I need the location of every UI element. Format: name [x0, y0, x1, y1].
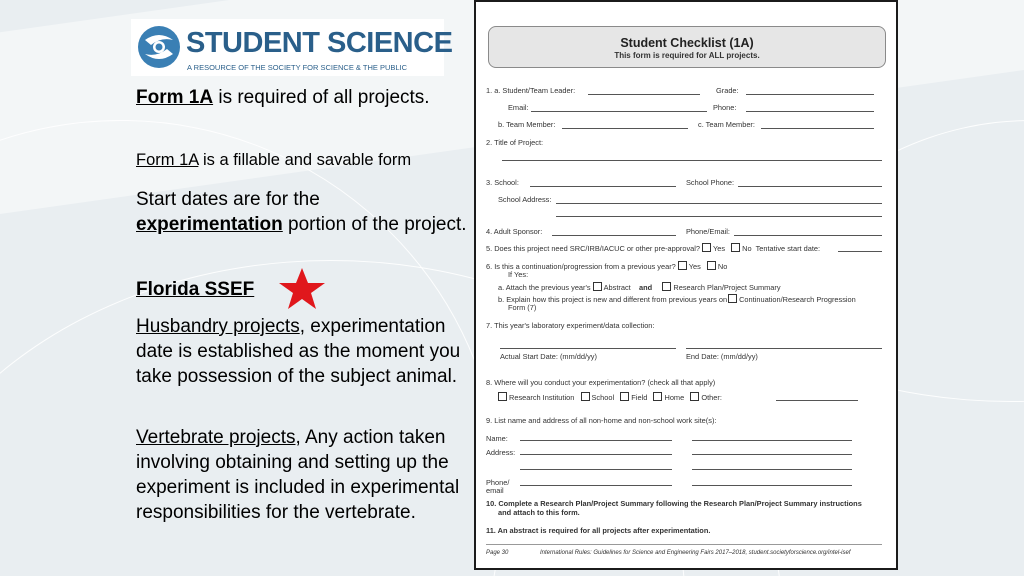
no-label: No: [742, 244, 752, 253]
research-plan-label: Research Plan/Project Summary: [673, 283, 781, 292]
abstract-label: Abstract: [603, 283, 631, 292]
point-vertebrate: [136, 425, 470, 525]
red-star-icon: [277, 267, 327, 311]
q3-label: 3. School:: [486, 178, 519, 187]
point-husbandry: [136, 314, 470, 389]
florida-ssef-heading: Florida SSEF: [136, 279, 255, 300]
q10-text: 10. Complete a Research Plan/Project Summary following the Research Plan/Project Summary instructions: [486, 499, 862, 508]
footer-text: International Rules: Guidelines for Science and Engineering Fairs 2017–2018, student.societyforscience.org/intel-isef: [540, 550, 851, 556]
q8-options: [498, 392, 722, 402]
point-text: , Any action taken involving obtaining and setting up the experiment is included in experimental responsibilities for the vertebrate.: [136, 427, 460, 523]
field-option-label: Field: [631, 393, 648, 402]
grade-label: Grade:: [716, 86, 739, 95]
q6-no-checkbox[interactable]: [707, 261, 716, 270]
school-field[interactable]: [530, 186, 676, 187]
school-address-field-2[interactable]: [556, 216, 882, 217]
footer-divider: [486, 544, 882, 545]
q1c-label: c. Team Member:: [698, 120, 755, 129]
form-1a-link-text: Form 1A: [136, 151, 199, 169]
form-subtitle: This form is required for ALL projects.: [614, 51, 760, 60]
home-checkbox[interactable]: [653, 392, 662, 401]
end-date-field[interactable]: [686, 348, 882, 349]
abstract-checkbox[interactable]: [593, 282, 602, 291]
q11-line: [486, 526, 710, 535]
research-plan-checkbox[interactable]: [662, 282, 671, 291]
title-field[interactable]: [502, 160, 882, 161]
research-institution-label: Research Institution: [509, 393, 575, 402]
q9-label: 9. List name and address of all non-home and non-school work site(s):: [486, 416, 717, 425]
site2-address-field-2[interactable]: [692, 469, 852, 470]
grade-field[interactable]: [746, 94, 874, 95]
q11-text: 11. An abstract is required for all projects after experimentation.: [486, 526, 711, 535]
q10-text-2: and attach to this form.: [498, 508, 580, 517]
form-header: [488, 26, 886, 68]
q6b-label: b. Explain how this project is new and different from previous years on: [498, 295, 728, 304]
yes-label: Yes: [713, 244, 726, 253]
site1-address-field[interactable]: [520, 454, 672, 455]
point-fillable-form: [136, 148, 470, 173]
name-label: Name:: [486, 434, 508, 443]
site1-address-field-2[interactable]: [520, 469, 672, 470]
start-date-field[interactable]: [500, 348, 676, 349]
other-option-label: Other:: [701, 393, 722, 402]
email-field[interactable]: [531, 111, 707, 112]
point-text: is a fillable and savable form: [198, 151, 412, 169]
husbandry-projects-label: Husbandry projects: [136, 316, 300, 337]
logo-tagline: A RESOURCE OF THE SOCIETY FOR SCIENCE & THE PUBLIC: [187, 63, 408, 72]
site2-address-field[interactable]: [692, 454, 852, 455]
start-date-label: Actual Start Date: (mm/dd/yy): [500, 352, 597, 361]
leader-field[interactable]: [588, 94, 700, 95]
phone-field[interactable]: [746, 111, 874, 112]
q10-line2: [498, 508, 580, 517]
no-label: No: [717, 262, 728, 271]
point-form-required: [136, 85, 470, 110]
address-label: Address:: [486, 448, 516, 457]
student-science-logo: [131, 19, 453, 76]
q10-line1: [486, 499, 862, 508]
q6a-row: [498, 282, 781, 292]
sponsor-phone-field[interactable]: [734, 235, 882, 236]
q1a-label: 1. a. Student/Team Leader:: [486, 86, 576, 95]
logo-title: STUDENT SCIENCE: [186, 27, 453, 59]
q7-label: 7. This year's laboratory experiment/data collection:: [486, 321, 655, 330]
phone-email-label-1: Phone/: [486, 478, 510, 487]
q6a-label: a. Attach the previous year's: [498, 283, 591, 292]
school-phone-label: School Phone:: [686, 178, 735, 187]
other-checkbox[interactable]: [690, 392, 699, 401]
member-b-field[interactable]: [562, 128, 688, 129]
experimentation-emphasis: experimentation: [136, 214, 283, 235]
school-phone-field[interactable]: [738, 186, 882, 187]
q5-no-checkbox[interactable]: [731, 243, 740, 252]
school-option-label: School: [591, 393, 615, 402]
school-address-label: School Address:: [498, 195, 552, 204]
school-checkbox[interactable]: [581, 392, 590, 401]
research-institution-checkbox[interactable]: [498, 392, 507, 401]
end-date-label: End Date: (mm/dd/yy): [686, 352, 758, 361]
point-start-dates: [136, 187, 470, 237]
site2-phone-field[interactable]: [692, 485, 852, 486]
q8-label: 8. Where will you conduct your experimentation? (check all that apply): [486, 378, 716, 387]
q6-label: 6. Is this a continuation/progression from a previous year?: [486, 262, 676, 271]
q2-label: 2. Title of Project:: [486, 138, 544, 147]
point-text: Start dates are for the: [136, 189, 320, 210]
vertebrate-projects-label: Vertebrate projects: [136, 427, 296, 448]
continuation-checkbox[interactable]: [728, 294, 737, 303]
q5-row: [486, 243, 820, 253]
site1-name-field[interactable]: [520, 440, 672, 441]
point-text: is required of all projects.: [213, 87, 430, 108]
q6b-row: [498, 294, 856, 304]
member-c-field[interactable]: [761, 128, 874, 129]
school-address-field[interactable]: [556, 203, 882, 204]
point-text: , experimentation date is established as the moment you take possession of the subject animal.: [136, 316, 461, 387]
continuation-label: Continuation/Research Progression: [739, 295, 856, 304]
tentative-label: Tentative start date:: [755, 244, 821, 253]
sponsor-field[interactable]: [552, 235, 676, 236]
q1b-label: b. Team Member:: [498, 120, 556, 129]
tentative-field[interactable]: [838, 251, 882, 252]
phone-label: Phone:: [713, 103, 737, 112]
field-checkbox[interactable]: [620, 392, 629, 401]
sponsor-phone-label: Phone/Email:: [686, 227, 730, 236]
q6-yes-checkbox[interactable]: [678, 261, 687, 270]
form-1a-emphasis: Form 1A: [136, 87, 214, 108]
logo-mark-icon: [137, 25, 181, 69]
form-title: Student Checklist (1A): [620, 36, 754, 50]
q5-label: 5. Does this project need SRC/IRB/IACUC or other pre-approval?: [486, 244, 701, 253]
if-yes-label: If Yes:: [508, 270, 529, 279]
home-option-label: Home: [664, 393, 685, 402]
q5-yes-checkbox[interactable]: [702, 243, 711, 252]
yes-label: Yes: [688, 262, 701, 271]
footer-page: Page 30: [486, 550, 509, 556]
form7-label: Form (7): [508, 303, 537, 312]
and-label: and: [638, 283, 653, 292]
site2-name-field[interactable]: [692, 440, 852, 441]
other-field[interactable]: [776, 400, 858, 401]
email-label: Email:: [508, 103, 529, 112]
point-text: portion of the project.: [282, 214, 467, 235]
site1-phone-field[interactable]: [520, 485, 672, 486]
phone-email-label-2: email: [486, 486, 504, 495]
form-1a-page: [474, 0, 898, 570]
q4-label: 4. Adult Sponsor:: [486, 227, 543, 236]
